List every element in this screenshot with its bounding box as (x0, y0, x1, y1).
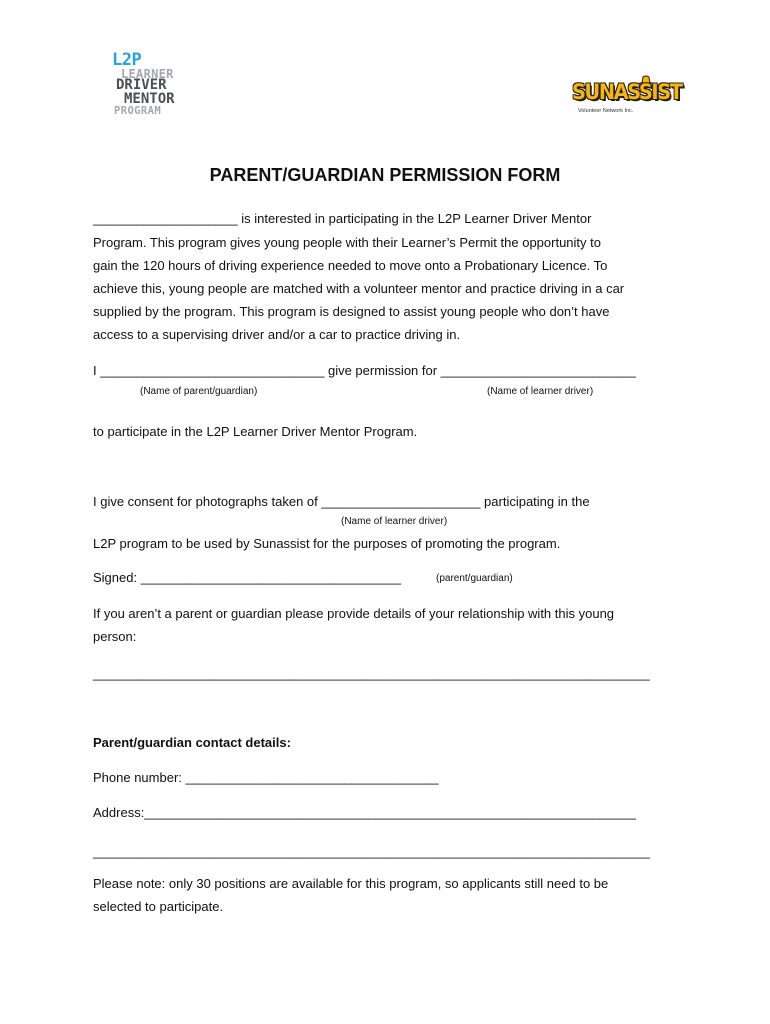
l2p-logo-mentor: MENTOR (124, 91, 175, 107)
intro-line-5: supplied by the program. This program is designed to assist young people who don’t have (93, 304, 610, 319)
intro-line-2: Program. This program gives young people with their Learner’s Permit the opportunity to (93, 235, 601, 250)
sunassist-wordmark: SUNASSIST (572, 80, 682, 104)
sunassist-tagline: Volunteer Network Inc. (578, 108, 634, 114)
relationship-blank: _____________________________________________________________________________ (93, 666, 650, 681)
parent-name-caption: (Name of parent/guardian) (140, 386, 258, 397)
address-line: Address:____________________________________________________________________ (93, 805, 636, 820)
note-line-2: selected to participate. (93, 899, 224, 914)
l2p-logo-program: PROGRAM (114, 105, 162, 117)
address-blank: _____________________________________________________________________________ (93, 844, 650, 859)
intro-line-6: access to a supervising driver and/or a car to practice driving in. (93, 327, 461, 342)
intro-line-1: ____________________ is interested in participating in the L2P Learner Driver Mentor (93, 211, 592, 226)
signed-line: Signed: ____________________________________ (93, 570, 401, 585)
form-title: PARENT/GUARDIAN PERMISSION FORM (209, 165, 561, 185)
consent-learner-caption: (Name of learner driver) (341, 516, 448, 527)
intro-line-4: achieve this, young people are matched with a volunteer mentor and practice driving in a car (93, 281, 625, 296)
l2p-logo-driver: DRIVER (116, 77, 167, 93)
contact-heading: Parent/guardian contact details: (93, 735, 291, 750)
permission-line: I _______________________________ give permission for ___________________________ (93, 363, 636, 378)
l2p-logo (112, 50, 208, 120)
relationship-line-2: person: (93, 629, 137, 644)
consent-line: I give consent for photographs taken of ______________________ participating in the (93, 494, 590, 509)
permission-continuation: to participate in the L2P Learner Driver Mentor Program. (93, 424, 418, 439)
phone-line: Phone number: ___________________________________ (93, 770, 439, 785)
l2p-logo-mark: L2P (112, 50, 142, 70)
l2p-logo-learner: LEARNER (121, 67, 174, 81)
relationship-line-1: If you aren’t a parent or guardian please provide details of your relationship with this young (93, 606, 615, 621)
note-line-1: Please note: only 30 positions are available for this program, so applicants still need to be (93, 876, 609, 891)
intro-line-3: gain the 120 hours of driving experience needed to move onto a Probationary Licence. To (93, 258, 608, 273)
sunassist-logo (570, 74, 682, 120)
consent-continuation: L2P program to be used by Sunassist for the purposes of promoting the program. (93, 536, 561, 551)
learner-name-caption: (Name of learner driver) (487, 386, 594, 397)
signed-caption: (parent/guardian) (436, 573, 513, 584)
